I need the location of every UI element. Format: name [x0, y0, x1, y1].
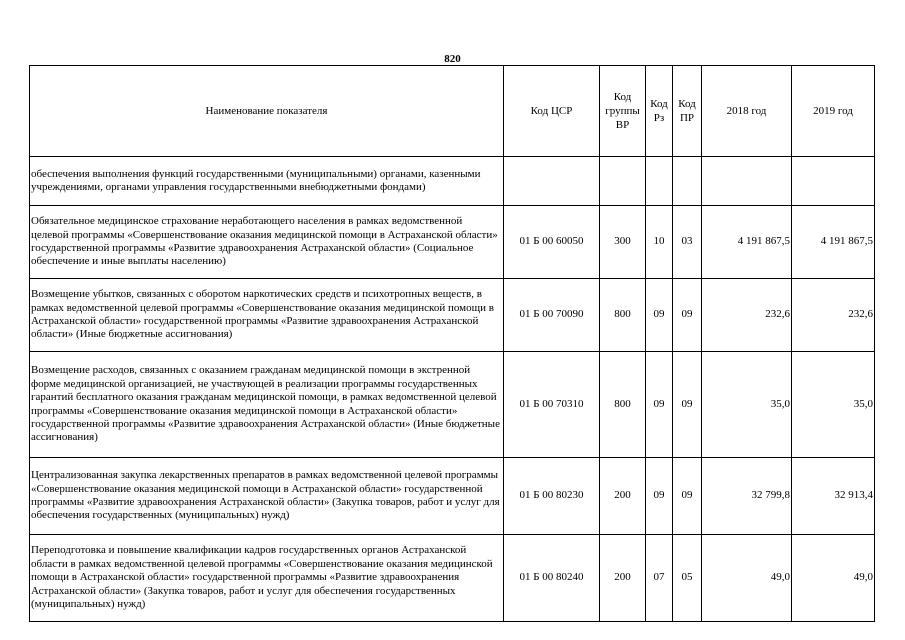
row-rz: 09	[646, 458, 673, 535]
header-vr: Код группы ВР	[600, 66, 646, 157]
row-2019	[792, 157, 875, 206]
row-2018: 32 799,8	[702, 458, 792, 535]
row-rz: 09	[646, 352, 673, 458]
header-rz: Код Рз	[646, 66, 673, 157]
row-name: Переподготовка и повышение квалификации кадров государственных органов Астраханской области в рамках ведомственной целевой программы «Совершенствование оказания медицинской помощи в Астраханской области» государственной программы «Развитие здравоохранения Астраханской области» (Закупка товаров, работ и услуг для обеспечения государственных (муниципальных) нужд)	[30, 535, 504, 622]
header-2018: 2018 год	[702, 66, 792, 157]
row-2018: 49,0	[702, 535, 792, 622]
row-name: Централизованная закупка лекарственных препаратов в рамках ведомственной целевой программы «Совершенствование оказания медицинской помощи в Астраханской области» государственной программы «Развитие здравоохранения Астраханской области» (Закупка товаров, работ и услуг для обеспечения государственных (муниципальных) нужд)	[30, 458, 504, 535]
budget-table	[29, 65, 875, 622]
row-name: обеспечения выполнения функций государственными (муниципальными) органами, казенными учреждениями, органами управления государственными внебюджетными фондами)	[30, 157, 504, 206]
row-2019: 32 913,4	[792, 458, 875, 535]
row-2018: 35,0	[702, 352, 792, 458]
row-vr	[600, 157, 646, 206]
row-rz: 10	[646, 206, 673, 279]
header-2019: 2019 год	[792, 66, 875, 157]
table-row	[30, 535, 875, 622]
row-2019: 35,0	[792, 352, 875, 458]
header-csr: Код ЦСР	[504, 66, 600, 157]
row-pr: 03	[673, 206, 702, 279]
row-csr	[504, 157, 600, 206]
table-row	[30, 352, 875, 458]
row-pr: 09	[673, 279, 702, 352]
row-rz: 09	[646, 279, 673, 352]
row-2019: 49,0	[792, 535, 875, 622]
row-2019: 4 191 867,5	[792, 206, 875, 279]
row-vr: 800	[600, 352, 646, 458]
table-row	[30, 458, 875, 535]
row-csr: 01 Б 00 80240	[504, 535, 600, 622]
row-2018: 4 191 867,5	[702, 206, 792, 279]
page-number: 820	[444, 53, 461, 65]
row-2019: 232,6	[792, 279, 875, 352]
row-name: Обязательное медицинское страхование неработающего населения в рамках ведомственной целевой программы «Совершенствование оказания медицинской помощи в Астраханской области» государственной программы «Развитие здравоохранения Астраханской области» (Социальное обеспечение и иные выплаты населению)	[30, 206, 504, 279]
row-name: Возмещение убытков, связанных с оборотом наркотических средств и психотропных веществ, в рамках ведомственной целевой программы «Совершенствование оказания медицинской помощи в Астраханской области» государственной программы «Развитие здравоохранения Астраханской области» (Иные бюджетные ассигнования)	[30, 279, 504, 352]
row-csr: 01 Б 00 80230	[504, 458, 600, 535]
table-row	[30, 157, 875, 206]
row-name: Возмещение расходов, связанных с оказанием гражданам медицинской помощи в экстренной форме медицинской организацией, не участвующей в реализации программы государственных гарантий бесплатного оказания гражданам медицинской помощи, в рамках ведомственной целевой программы «Совершенствование оказания медицинской помощи в Астраханской области» государственной программы «Развитие здравоохранения Астраханской области» (Иные бюджетные ассигнования)	[30, 352, 504, 458]
row-vr: 300	[600, 206, 646, 279]
header-name: Наименование показателя	[30, 66, 504, 157]
row-pr: 05	[673, 535, 702, 622]
row-pr: 09	[673, 458, 702, 535]
row-vr: 200	[600, 458, 646, 535]
row-csr: 01 Б 00 60050	[504, 206, 600, 279]
table-header-row	[30, 66, 875, 157]
row-rz: 07	[646, 535, 673, 622]
row-2018	[702, 157, 792, 206]
row-csr: 01 Б 00 70310	[504, 352, 600, 458]
header-pr: Код ПР	[673, 66, 702, 157]
table-row	[30, 206, 875, 279]
row-2018: 232,6	[702, 279, 792, 352]
row-pr: 09	[673, 352, 702, 458]
row-rz	[646, 157, 673, 206]
table-row	[30, 279, 875, 352]
row-vr: 200	[600, 535, 646, 622]
row-vr: 800	[600, 279, 646, 352]
row-csr: 01 Б 00 70090	[504, 279, 600, 352]
row-pr	[673, 157, 702, 206]
